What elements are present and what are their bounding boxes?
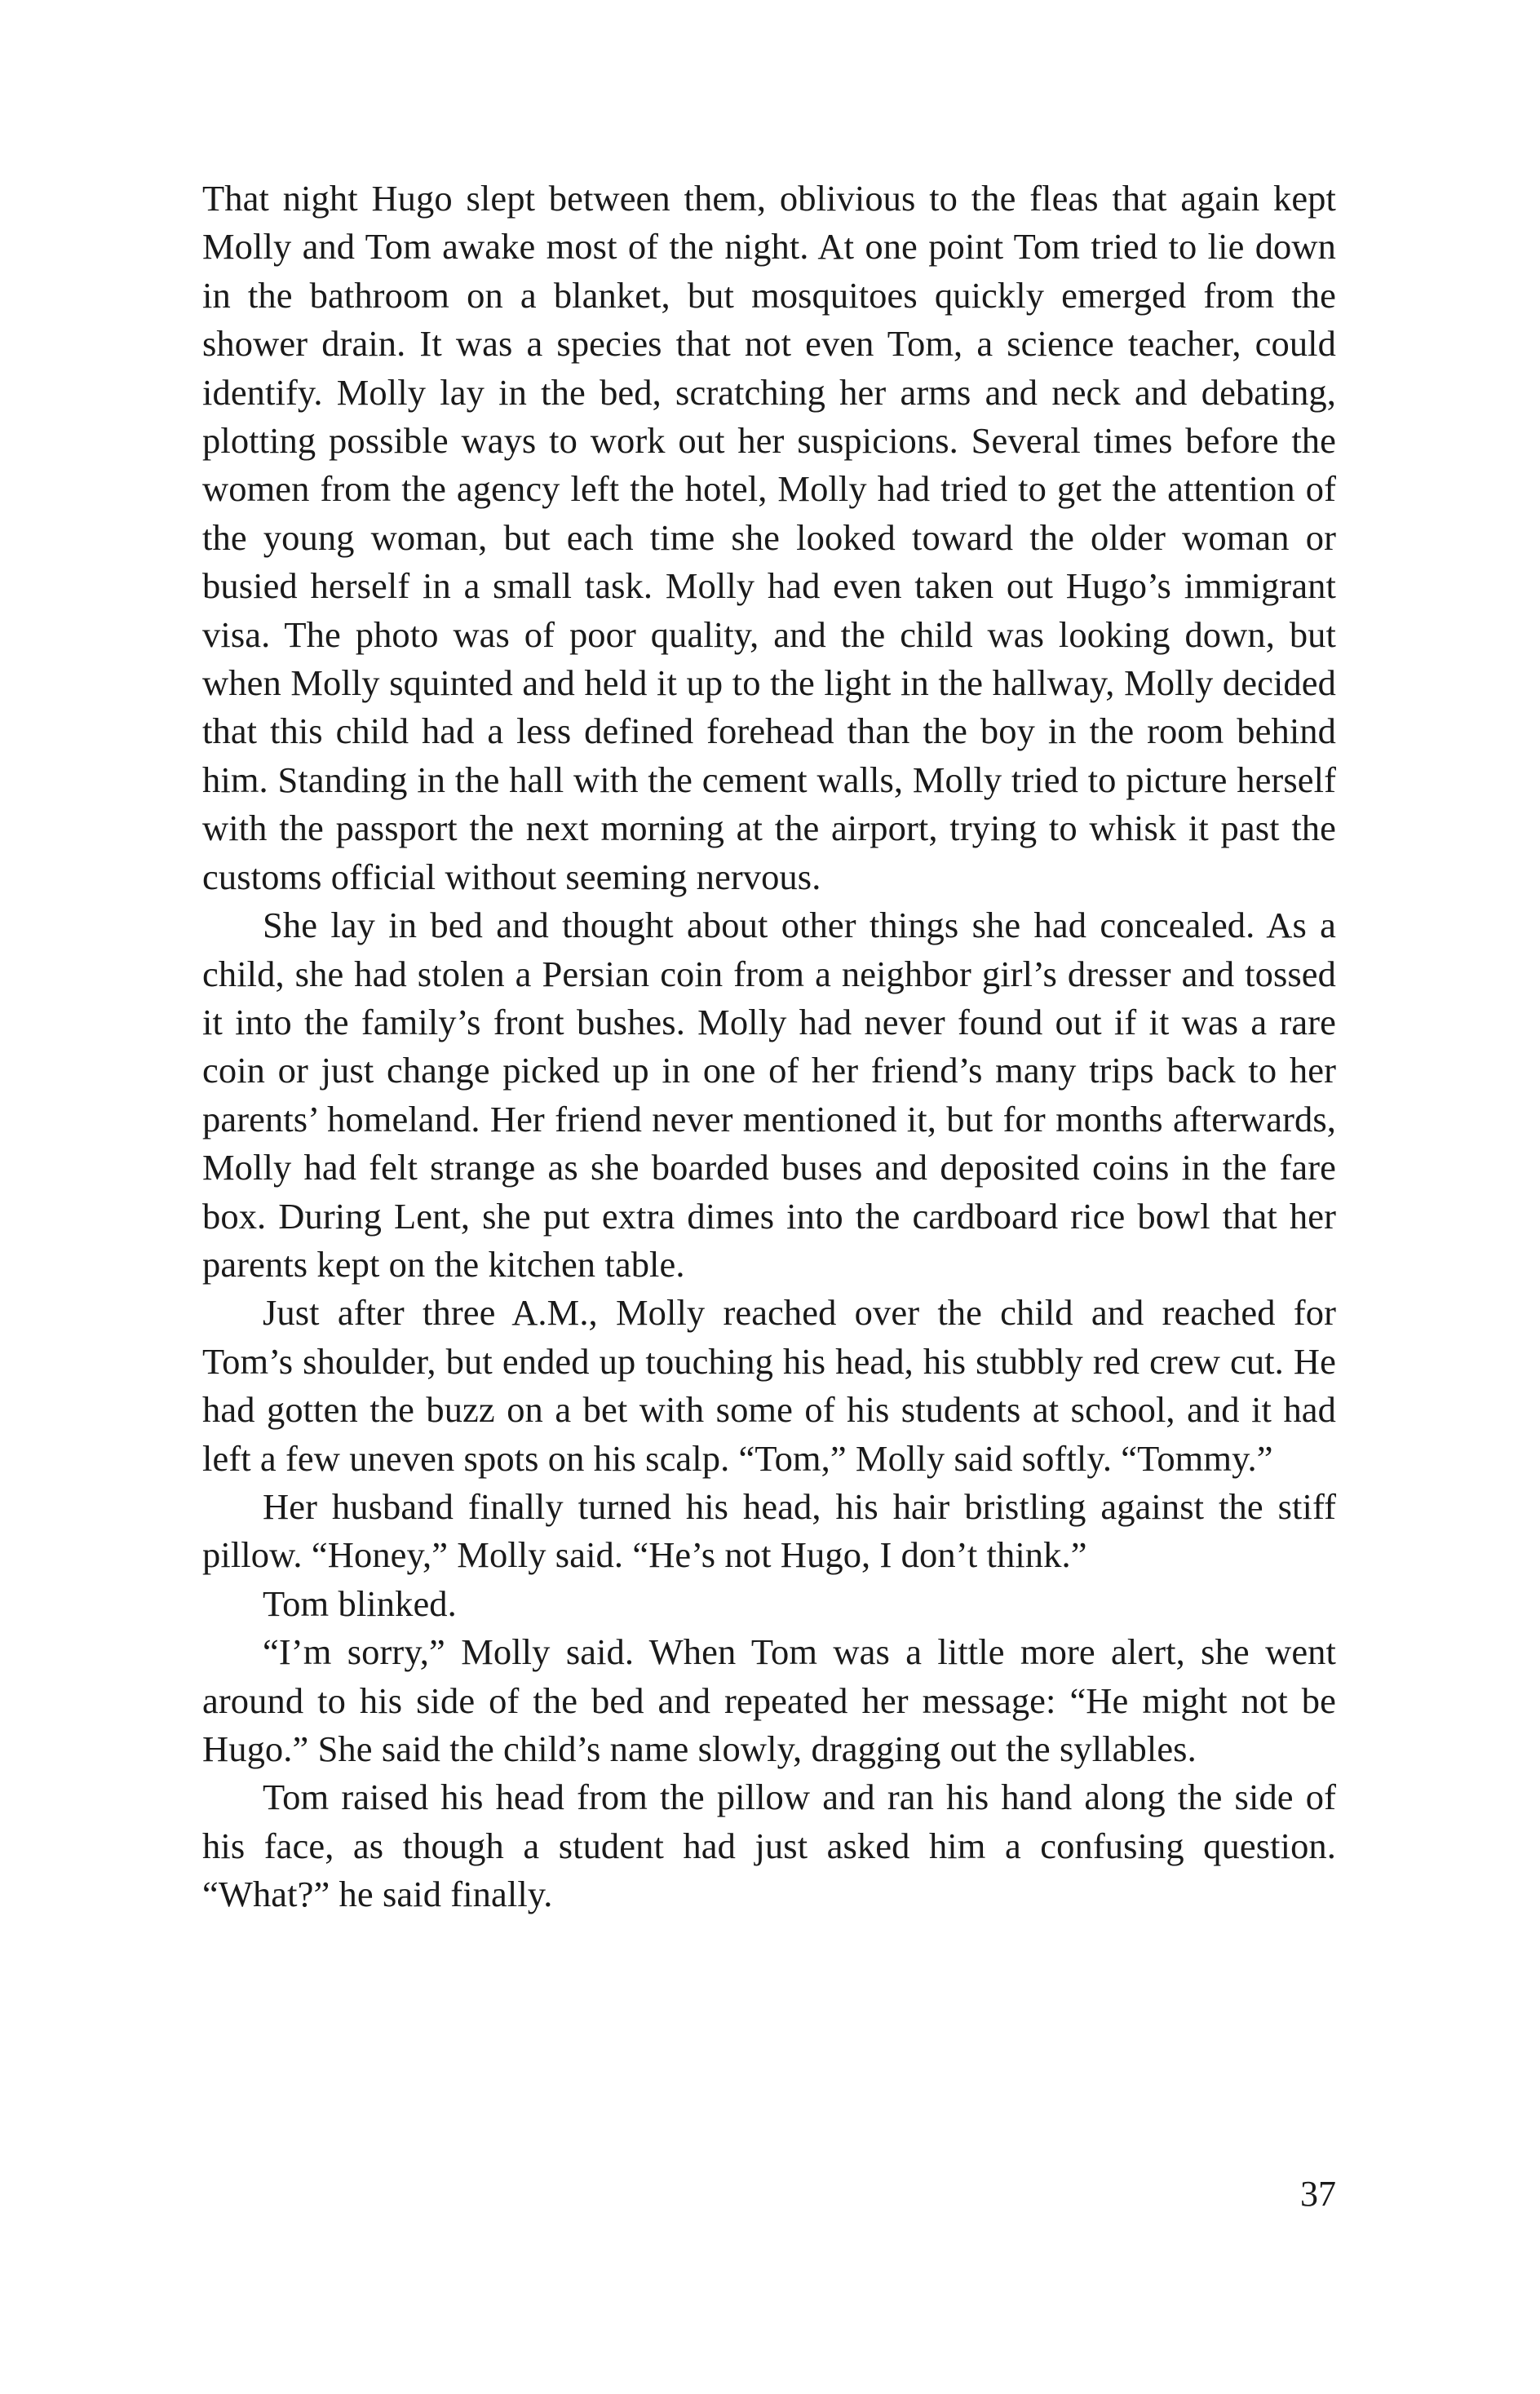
paragraph-5: Tom blinked. (263, 1582, 457, 1624)
paragraph-2: She lay in bed and thought about other things she had concealed. As a child, she had stolen a Persian coin from a neighbor girl’s dresser and tossed it into the family’s front bushes. Molly had never found out if it was a rare coin or just change picked up in one of her friend’s many trips back to her parents’ homeland. Her friend never mentioned it, but for months afterwards, Molly had felt strange as she boarded buses and deposited coins in the fare box. During Lent, she put extra dimes into the cardboard rice bowl that her parents kept on the kitchen table. (202, 905, 1336, 1285)
page-number: 37 (1300, 2174, 1336, 2214)
paragraph-7: Tom raised his head from the pillow and ran his hand along the side of his face, as though a student had just asked him a confusing question. “What?” he said finally. (202, 1777, 1336, 1915)
paragraph-6: “I’m sorry,” Molly said. When Tom was a little more alert, she went around to his side of the bed and repeated her message: “He might not be Hugo.” She said the child’s name slowly, dragging out the syllables. (202, 1631, 1336, 1769)
paragraph-4: Her husband finally turned his head, his hair bristling against the stiff pillow. “Honey,” Molly said. “He’s not Hugo, I don’t think.” (202, 1485, 1336, 1576)
paragraph-1: That night Hugo slept between them, oblivious to the fleas that again kept Molly and Tom awake most of the night. At one point Tom tried to lie down in the bathroom on a blanket, but mosquitoes quickly emerged from the shower drain. It was a species that not even Tom, a science teacher, could identify. Molly lay in the bed, scratching her arms and neck and debating, plotting possible ways to work out her suspicions. Several times before the women from the agency left the hotel, Molly had tried to get the attention of the young woman, but each time she looked toward the older woman or busied herself in a small task. Molly had even taken out Hugo’s immigrant visa. The photo was of poor quality, and the child was looking down, but when Molly squinted and held it up to the light in the hallway, Molly decided that this child had a less defined forehead than the boy in the room behind him. Standing in the hall with the cement walls, Molly tried to picture herself with the passport the next morning at the airport, trying to whisk it past the customs official without seeming nervous. (202, 178, 1336, 897)
body-text (202, 175, 1336, 1919)
paragraph-3: Just after three A.M., Molly reached over the child and reached for Tom’s shoulder, but ended up touching his head, his stubbly red crew cut. He had gotten the buzz on a bet with some of his students at school, and it had left a few uneven spots on his scalp. “Tom,” Molly said softly. “Tommy.” (202, 1292, 1336, 1479)
